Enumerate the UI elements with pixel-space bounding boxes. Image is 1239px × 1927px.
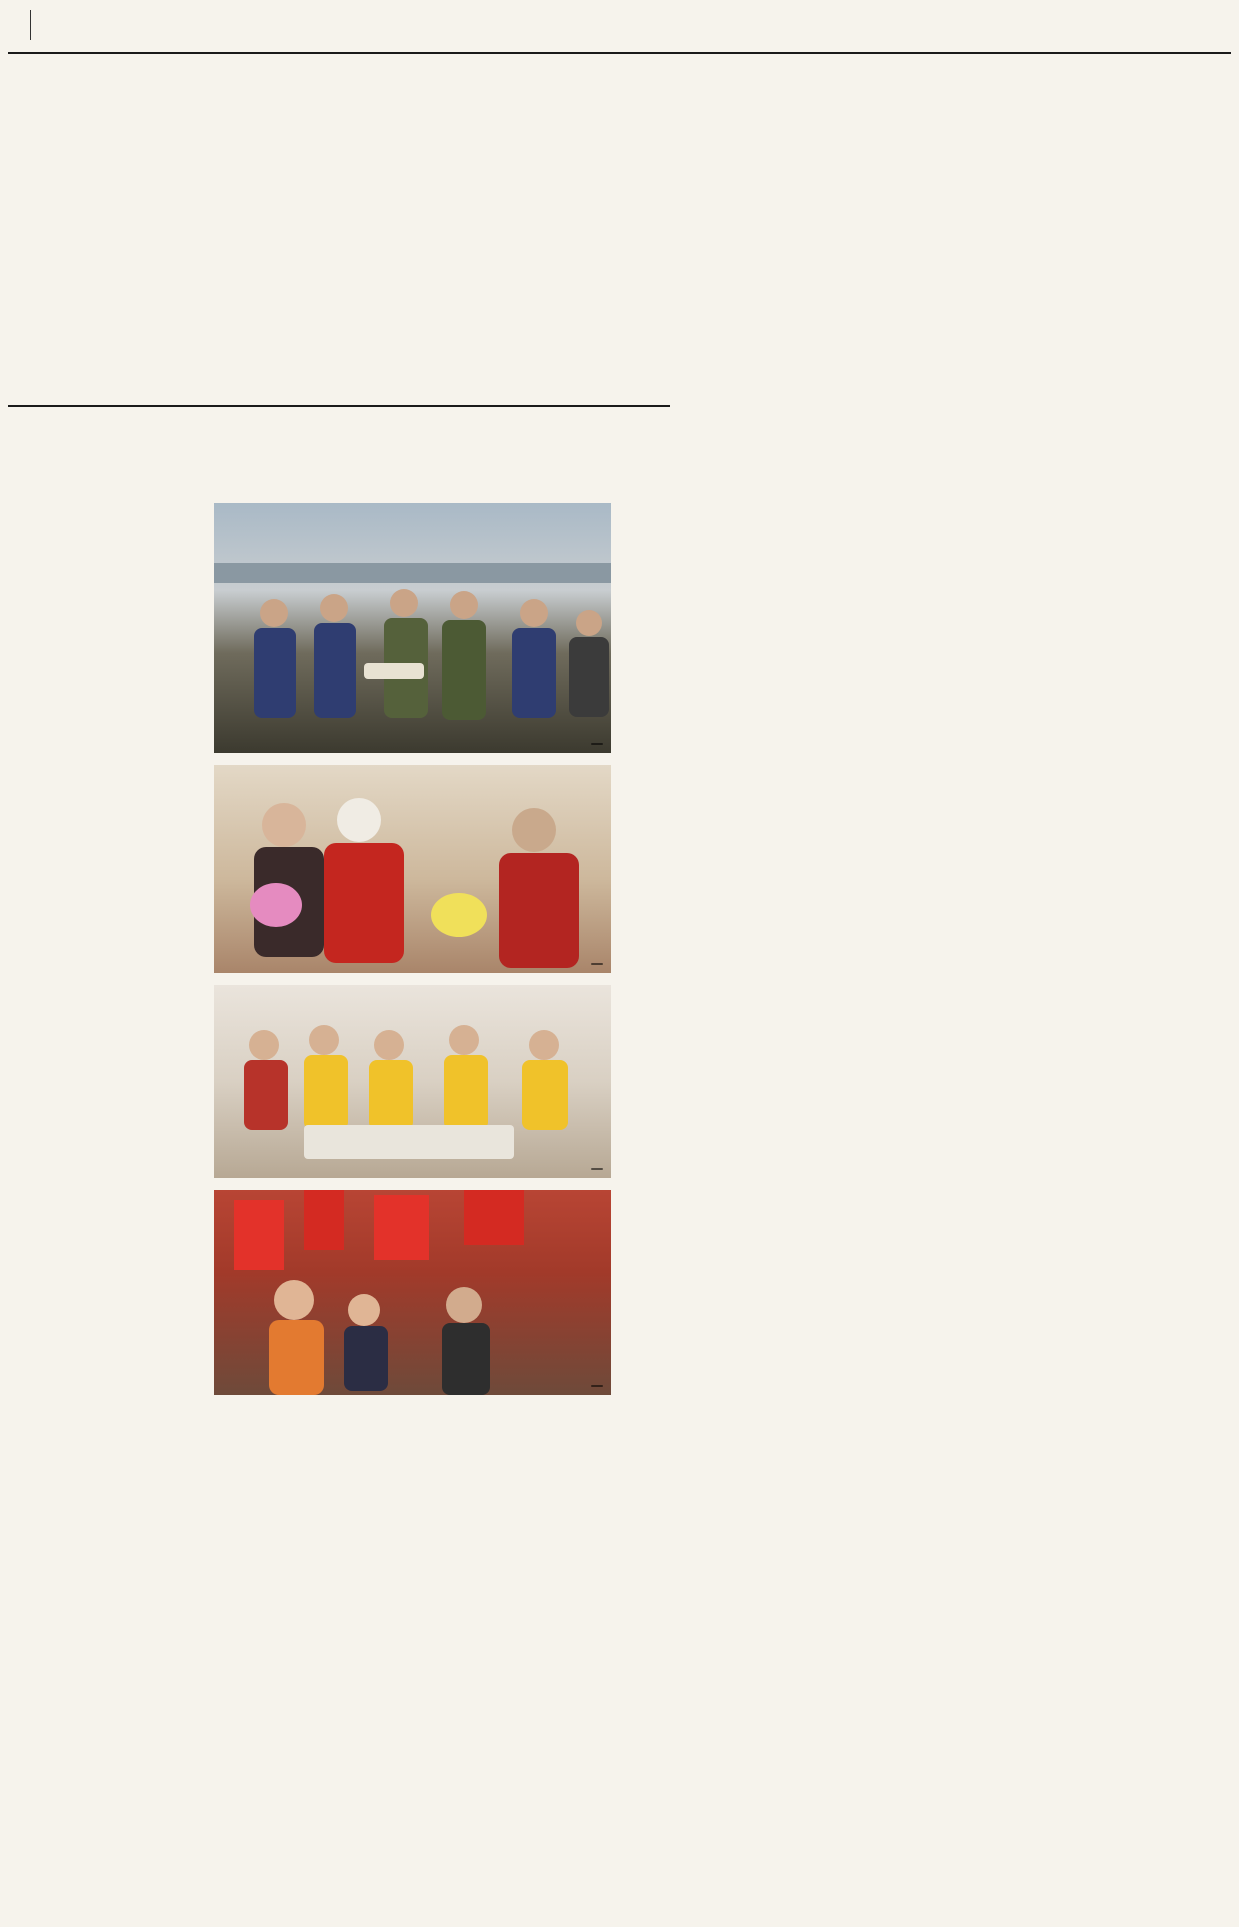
photo-community-dumplings xyxy=(214,985,611,1178)
photo-caption xyxy=(591,1385,603,1387)
article-school-reopening xyxy=(0,60,670,400)
photo-lantern-riddles xyxy=(214,1190,611,1395)
photo-elderly-lanterns xyxy=(214,765,611,973)
photo-caption xyxy=(591,1168,603,1170)
newspaper-logo xyxy=(30,10,93,40)
photo-figures xyxy=(214,503,611,753)
photo-caption xyxy=(591,963,603,965)
photo-figures xyxy=(214,985,611,1178)
photo-figures xyxy=(214,1190,611,1395)
photo-figures xyxy=(214,765,611,973)
article-column xyxy=(30,503,205,1525)
photo-caption xyxy=(591,743,603,745)
masthead-rule xyxy=(8,52,1231,54)
divider xyxy=(8,405,670,407)
photo-police-dumplings xyxy=(214,503,611,753)
